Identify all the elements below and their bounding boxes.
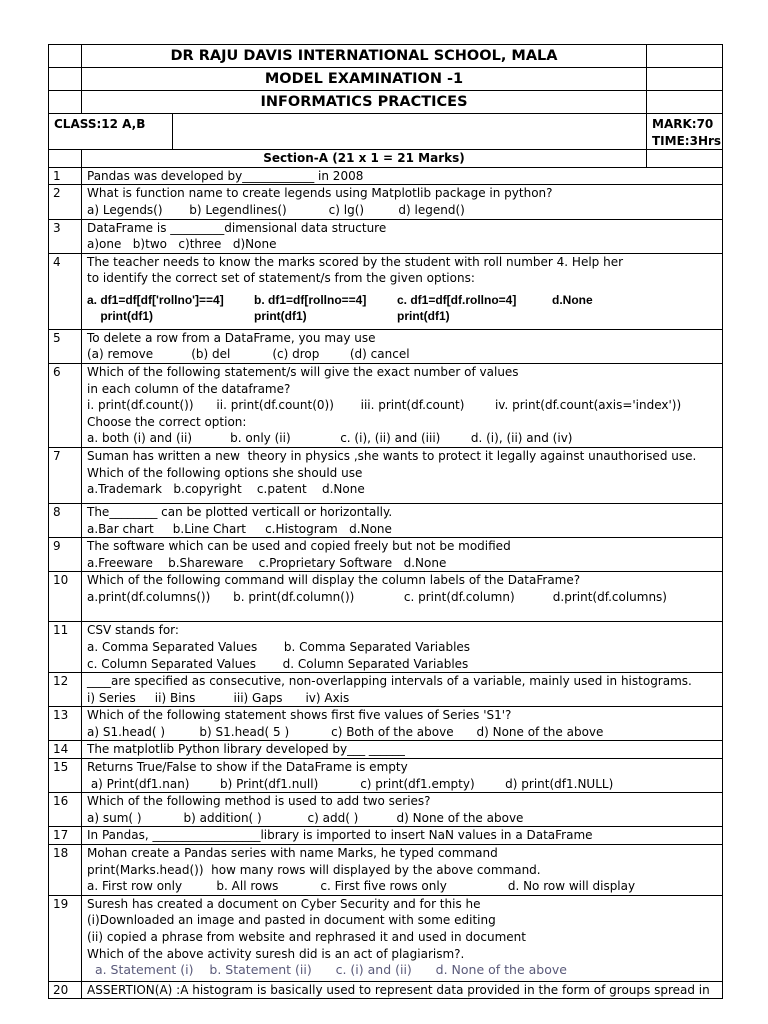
code-option: a. df1=df[df['rollno']==4] print(df1) <box>87 292 224 323</box>
question-line: a.Bar chart b.Line Chart c.Histogram d.None <box>87 521 392 536</box>
question-row <box>49 845 723 896</box>
question-line: Which of the following statement/s will give the exact number of values <box>87 364 519 379</box>
question-text <box>82 363 723 447</box>
question-line: ASSERTION(A) :A histogram is basically used to represent data provided in the form of groups spread in <box>87 982 710 997</box>
question-text <box>82 673 723 707</box>
question-row <box>49 219 723 253</box>
question-text <box>82 981 723 999</box>
question-row <box>49 759 723 793</box>
question-text <box>82 572 723 622</box>
question-text <box>82 447 723 503</box>
question-line: The________ can be plotted verticall or horizontally. <box>87 504 393 519</box>
question-line: Pandas was developed by____________ in 2008 <box>87 168 364 183</box>
question-number: 17 <box>49 827 82 845</box>
question-line: i. print(df.count()) ii. print(df.count(0)) iii. print(df.count) iv. print(df.count(axis='index')) <box>87 398 682 413</box>
question-text <box>82 503 723 537</box>
question-text <box>82 329 723 363</box>
question-line: print(Marks.head()) how many rows will displayed by the above command. <box>87 862 541 877</box>
question-line: a)one b)two c)three d)None <box>87 237 277 252</box>
question-row <box>49 827 723 845</box>
question-number: 9 <box>49 538 82 572</box>
question-text <box>82 741 723 759</box>
question-line: a.Freeware b.Shareware c.Proprietary Software d.None <box>87 555 447 570</box>
question-line: a) Print(df1.nan) b) Print(df1.null) c) print(df1.empty) d) print(df1.NULL) <box>87 776 614 791</box>
question-row <box>49 572 723 622</box>
header-left-cell <box>49 68 82 91</box>
question-number: 18 <box>49 845 82 896</box>
question-number: 3 <box>49 219 82 253</box>
question-text <box>82 253 723 329</box>
blank-cell <box>173 114 647 150</box>
question-text <box>82 845 723 896</box>
question-line: To delete a row from a DataFrame, you may use <box>87 330 376 345</box>
code-option: d.None <box>552 292 593 307</box>
max-marks: MARK:70 <box>652 117 714 131</box>
question-line: a.print(df.columns()) b. print(df.column()) c. print(df.column) d.print(df.columns) <box>87 589 667 604</box>
question-number: 8 <box>49 503 82 537</box>
answer-options-image: a. Statement (i) b. Statement (ii) c. (i) and (ii) d. None of the above <box>87 962 567 978</box>
section-title: Section-A (21 x 1 = 21 Marks) <box>82 150 647 168</box>
question-number: 13 <box>49 707 82 741</box>
question-line: to identify the correct set of statement/s from the given options: <box>87 271 475 286</box>
question-number: 14 <box>49 741 82 759</box>
question-line: Which of the following options she should use <box>87 465 363 480</box>
question-line: c. Column Separated Values d. Column Separated Variables <box>87 656 469 671</box>
header-right-cell <box>647 91 723 114</box>
question-number: 12 <box>49 673 82 707</box>
question-text <box>82 707 723 741</box>
question-row <box>49 793 723 827</box>
question-number: 6 <box>49 363 82 447</box>
question-text <box>82 185 723 219</box>
question-row <box>49 503 723 537</box>
code-option: b. df1=df[rollno==4] print(df1) <box>254 292 367 323</box>
question-line: CSV stands for: <box>87 623 179 638</box>
question-row <box>49 185 723 219</box>
subject-name: INFORMATICS PRACTICES <box>82 91 647 114</box>
question-line: a) Legends() b) Legendlines() c) lg() d) legend() <box>87 202 465 217</box>
class-info: CLASS:12 A,B <box>49 114 173 150</box>
question-row <box>49 538 723 572</box>
question-line: ____are specified as consecutive, non-overlapping intervals of a variable, mainly used in histograms. <box>87 674 692 689</box>
question-row <box>49 363 723 447</box>
question-line: (ii) copied a phrase from website and rephrased it and used in document <box>87 930 526 944</box>
question-row <box>49 741 723 759</box>
exam-table <box>48 44 723 999</box>
question-row <box>49 895 723 981</box>
question-row <box>49 622 723 673</box>
question-paper <box>48 44 722 999</box>
question-line: Which of the above activity suresh did is an act of plagiarism?. <box>87 946 465 961</box>
question-line: The teacher needs to know the marks scored by the student with roll number 4. Help her <box>87 254 624 269</box>
question-text <box>82 622 723 673</box>
question-line: Choose the correct option: <box>87 414 247 429</box>
question-line: Which of the following command will display the column labels of the DataFrame? <box>87 573 581 588</box>
question-line: a) S1.head( ) b) S1.head( 5 ) c) Both of the above d) None of the above <box>87 724 604 739</box>
question-line: a.Trademark b.copyright c.patent d.None <box>87 482 365 497</box>
question-number: 11 <box>49 622 82 673</box>
question-number: 20 <box>49 981 82 999</box>
question-line: The matplotlib Python library developed by___ ______ <box>87 742 405 757</box>
question-line: i) Series ii) Bins iii) Gaps iv) Axis <box>87 690 350 705</box>
question-row <box>49 707 723 741</box>
question-line: a) sum( ) b) addition( ) c) add( ) d) None of the above <box>87 810 524 825</box>
header-right-cell <box>647 45 723 68</box>
question-number: 10 <box>49 572 82 622</box>
school-name: DR RAJU DAVIS INTERNATIONAL SCHOOL, MALA <box>82 45 647 68</box>
mark-time-cell <box>647 114 723 150</box>
exam-time: TIME:3Hrs <box>652 133 722 148</box>
question-number: 5 <box>49 329 82 363</box>
code-option: c. df1=df[df.rollno=4] print(df1) <box>397 292 517 323</box>
question-number: 16 <box>49 793 82 827</box>
question-text <box>82 167 723 185</box>
question-line: Returns True/False to show if the DataFrame is empty <box>87 760 408 775</box>
question-line: In Pandas, __________________library is imported to insert NaN values in a DataFrame <box>87 828 593 843</box>
question-text <box>82 895 723 981</box>
question-text <box>82 219 723 253</box>
question-row <box>49 329 723 363</box>
question-line: (a) remove (b) del (c) drop (d) cancel <box>87 347 410 362</box>
question-line: a. Comma Separated Values b. Comma Separated Variables <box>87 639 471 654</box>
header-left-cell <box>49 91 82 114</box>
section-left-cell <box>49 150 82 168</box>
header-right-cell <box>647 68 723 91</box>
question-text <box>82 538 723 572</box>
question-text <box>82 793 723 827</box>
question-row <box>49 253 723 329</box>
question-number: 15 <box>49 759 82 793</box>
question-text <box>82 759 723 793</box>
question-line: Which of the following statement shows first five values of Series 'S1'? <box>87 708 512 723</box>
header-left-cell <box>49 45 82 68</box>
question-line: Which of the following method is used to add two series? <box>87 794 431 809</box>
questions <box>49 167 723 999</box>
question-line: in each column of the dataframe? <box>87 381 291 396</box>
question-line: What is function name to create legends using Matplotlib package in python? <box>87 186 553 201</box>
question-number: 19 <box>49 895 82 981</box>
question-line: Suman has written a new theory in physics ,she wants to protect it legally against unauthorised use. <box>87 448 697 463</box>
question-line: a. First row only b. All rows c. First five rows only d. No row will display <box>87 879 636 894</box>
exam-name: MODEL EXAMINATION -1 <box>82 68 647 91</box>
question-line: (i)Downloaded an image and pasted in document with some editing <box>87 913 496 928</box>
question-row <box>49 673 723 707</box>
question-row <box>49 981 723 999</box>
question-line: DataFrame is _________dimensional data structure <box>87 220 387 235</box>
question-number: 4 <box>49 253 82 329</box>
question-row <box>49 447 723 503</box>
question-number: 2 <box>49 185 82 219</box>
question-row <box>49 167 723 185</box>
question-number: 7 <box>49 447 82 503</box>
question-text <box>82 827 723 845</box>
section-right-cell <box>647 150 723 168</box>
code-options <box>87 292 717 324</box>
question-line: Mohan create a Pandas series with name Marks, he typed command <box>87 846 498 861</box>
question-line: Suresh has created a document on Cyber Security and for this he <box>87 896 481 911</box>
question-line: a. both (i) and (ii) b. only (ii) c. (i), (ii) and (iii) d. (i), (ii) and (iv) <box>87 431 573 446</box>
question-line: The software which can be used and copied freely but not be modified <box>87 539 511 554</box>
question-number: 1 <box>49 167 82 185</box>
